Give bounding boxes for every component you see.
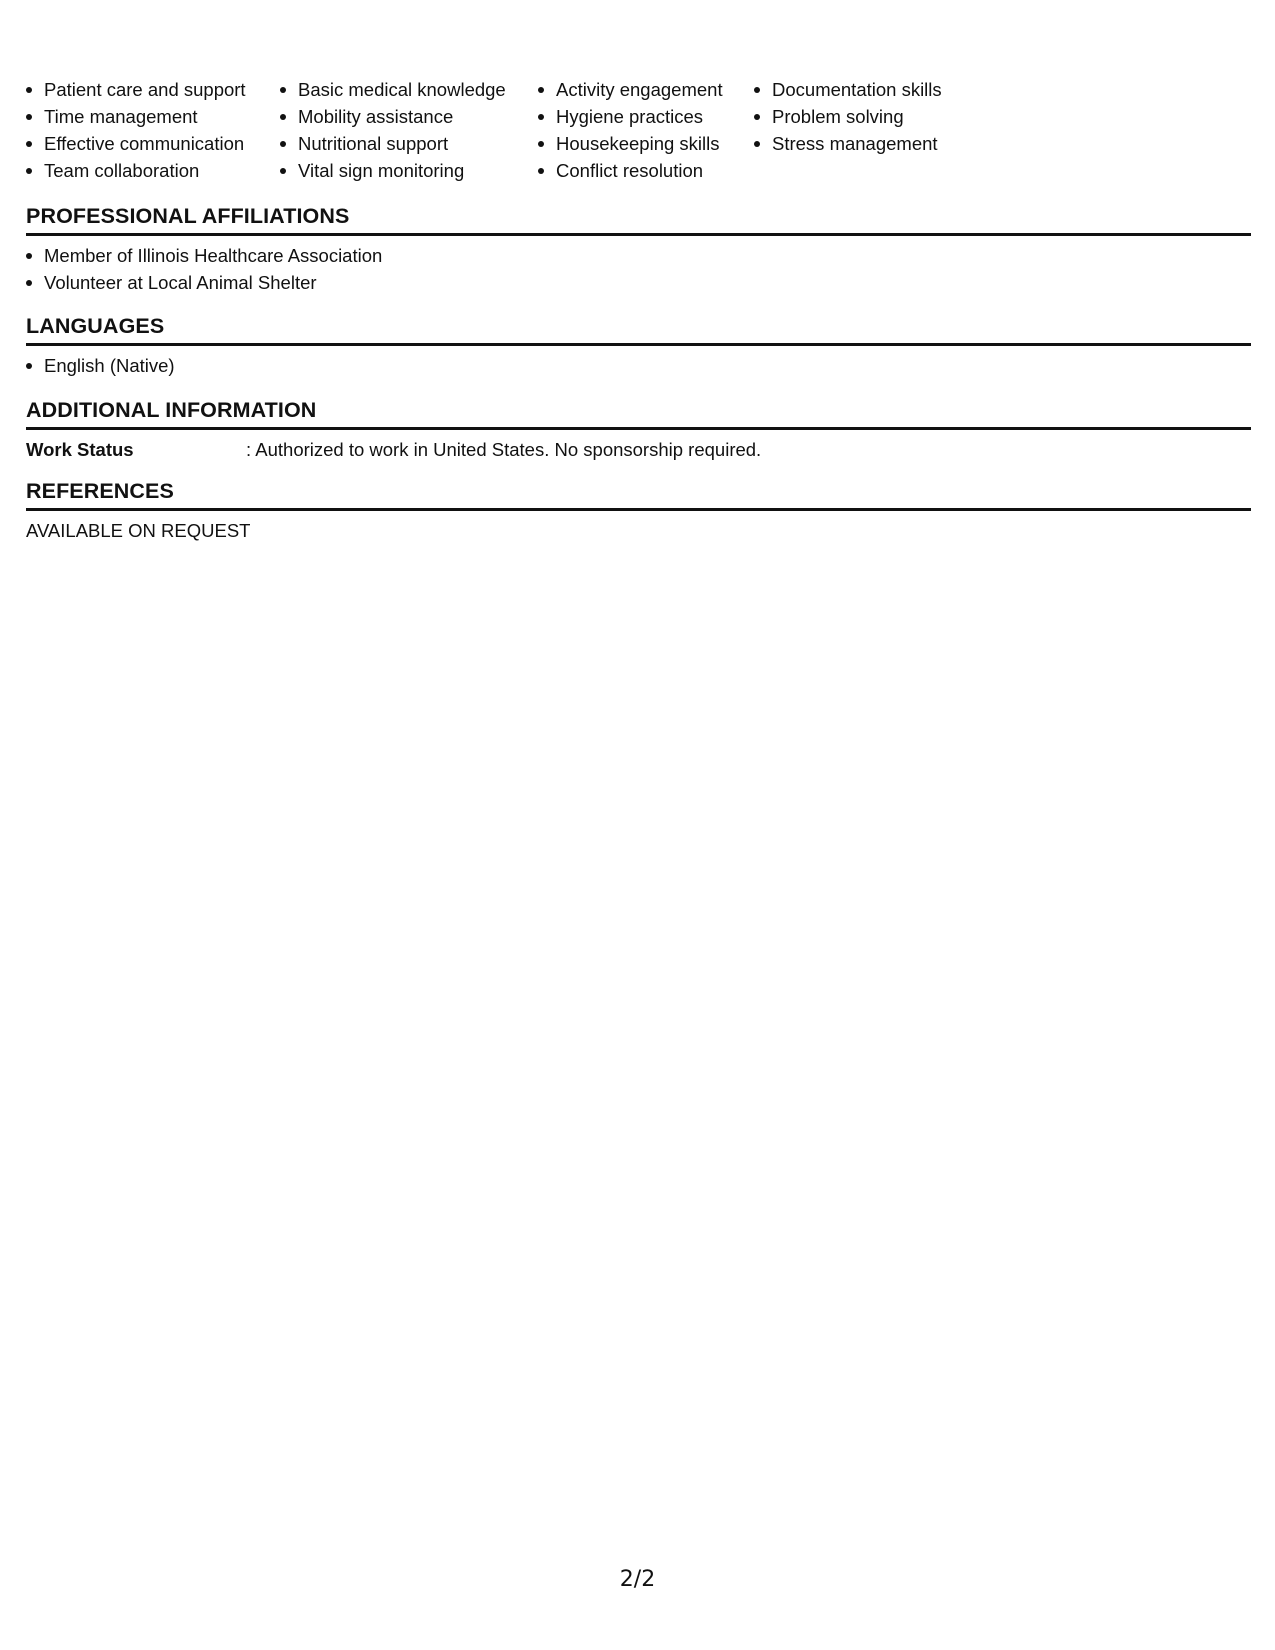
skill-item: Stress management <box>754 130 974 157</box>
skill-item: Housekeeping skills <box>538 130 754 157</box>
additional-info-heading: ADDITIONAL INFORMATION <box>26 396 1251 430</box>
affiliations-list <box>26 242 1251 296</box>
skill-item: Conflict resolution <box>538 157 754 184</box>
skill-item: Vital sign monitoring <box>280 157 538 184</box>
skill-item: Patient care and support <box>26 76 280 103</box>
skill-item: Documentation skills <box>754 76 974 103</box>
skills-grid <box>26 76 974 184</box>
affiliation-item: Volunteer at Local Animal Shelter <box>26 269 1251 296</box>
affiliations-heading: PROFESSIONAL AFFILIATIONS <box>26 202 1251 236</box>
resume-page <box>26 0 1251 1650</box>
skill-item: Mobility assistance <box>280 103 538 130</box>
skill-item: Activity engagement <box>538 76 754 103</box>
skills-column-3 <box>538 76 754 184</box>
skill-item: Time management <box>26 103 280 130</box>
affiliation-item: Member of Illinois Healthcare Association <box>26 242 1251 269</box>
skills-column-2 <box>280 76 538 184</box>
skill-item: Nutritional support <box>280 130 538 157</box>
work-status-row <box>26 436 1251 463</box>
skill-item: Problem solving <box>754 103 974 130</box>
work-status-value: : Authorized to work in United States. No sponsorship required. <box>246 439 762 460</box>
languages-heading: LANGUAGES <box>26 312 1251 346</box>
references-heading: REFERENCES <box>26 477 1251 511</box>
language-item: English (Native) <box>26 352 1251 379</box>
page-number: 2/2 <box>619 1567 656 1592</box>
skills-column-4 <box>754 76 974 184</box>
references-text: AVAILABLE ON REQUEST <box>26 520 251 541</box>
skill-item: Team collaboration <box>26 157 280 184</box>
languages-list <box>26 352 1251 379</box>
skill-item: Hygiene practices <box>538 103 754 130</box>
references-section <box>26 477 1251 544</box>
work-status-label: Work Status <box>26 439 134 460</box>
skill-item: Basic medical knowledge <box>280 76 538 103</box>
languages-section <box>26 312 1251 379</box>
skills-column-1 <box>26 76 280 184</box>
additional-info-section <box>26 396 1251 463</box>
affiliations-section <box>26 202 1251 296</box>
skill-item: Effective communication <box>26 130 280 157</box>
